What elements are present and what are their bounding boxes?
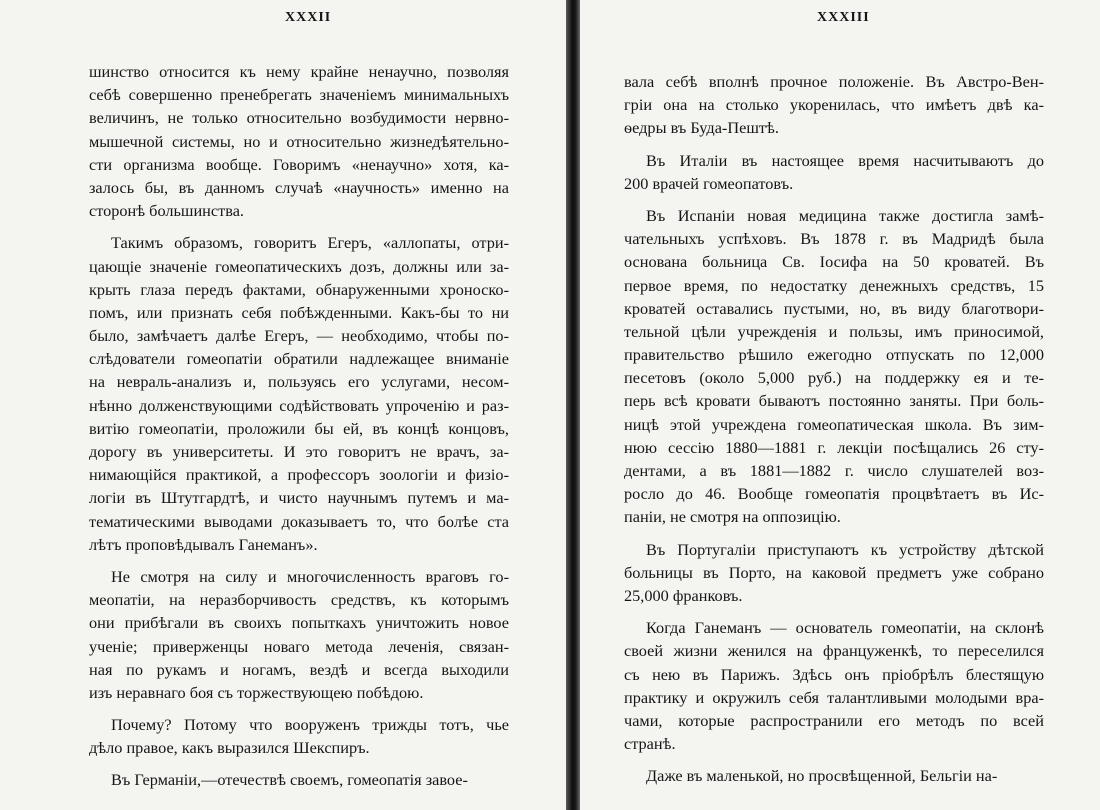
text-line: помъ, или признать себя побѣжденными. Какъ-бы то ни bbox=[89, 302, 509, 322]
text-line: витію гомеопатіи, проложили бы ей, въ концѣ концовъ, bbox=[89, 418, 509, 438]
page-text bbox=[624, 70, 1044, 787]
text-line: практику и окружилъ себя талантливыми молодыми вра- bbox=[624, 687, 1044, 707]
text-line: чами, которые распространили его методъ по всей bbox=[624, 710, 1044, 730]
text-line: изъ неравнаго боя съ торжествующею побѣдою. bbox=[89, 682, 424, 702]
text-line: Почему? Потому что вооруженъ трижды тотъ, чье bbox=[111, 715, 509, 735]
text-line: ная по рукамъ и ногамъ, вездѣ и всегда выходили bbox=[89, 659, 509, 679]
text-line: шинство относится къ нему крайне ненаучно, позволяя bbox=[89, 62, 509, 81]
text-line: слѣдователи гомеопатіи обратили надлежащее вниманіе bbox=[89, 349, 509, 369]
paragraph bbox=[624, 764, 1044, 787]
text-line: Въ Италіи въ настоящее время насчитываютъ до bbox=[646, 150, 1044, 170]
text-line: ѳедры въ Буда-Пештѣ. bbox=[624, 118, 779, 138]
text-line: съ нею въ Парижъ. Здѣсь онъ пріобрѣлъ блестящую bbox=[624, 664, 1044, 684]
paragraph-gap bbox=[89, 759, 509, 768]
text-line: песетовъ (около 5,000 руб.) на поддержку ея и те- bbox=[624, 368, 1044, 388]
page-text bbox=[89, 60, 509, 792]
text-line: залось бы, въ данномъ случаѣ «научность» именно на bbox=[89, 177, 509, 197]
paragraph-gap bbox=[624, 607, 1044, 616]
paragraph-gap bbox=[89, 704, 509, 713]
text-line: логіи въ Штутгардтѣ, и чисто научнымъ путемъ и ма- bbox=[89, 488, 509, 508]
text-line: дорогу въ университеты. И это говоритъ не врачъ, за- bbox=[89, 442, 509, 461]
text-line: цающіе значеніе гомеопатическихъ дозъ, должны или за- bbox=[89, 256, 509, 276]
text-line: Въ Португаліи приступаютъ къ устройству дѣтской bbox=[646, 539, 1044, 559]
book-gutter bbox=[566, 0, 580, 810]
text-line: странѣ. bbox=[624, 734, 676, 754]
paragraph bbox=[624, 538, 1044, 608]
paragraph-gap bbox=[89, 556, 509, 565]
text-line: основана больница Св. Іосифа на 50 кроватей. Въ bbox=[624, 252, 1044, 272]
text-line: крыть глаза передъ фактами, обнаруженными хроноско- bbox=[89, 279, 509, 299]
paragraph-gap bbox=[624, 529, 1044, 538]
text-line: лѣтъ проповѣдывалъ Ганеманъ». bbox=[89, 534, 318, 554]
text-line: Въ Испаніи новая медицина также достигла замѣ- bbox=[646, 205, 1044, 225]
text-line: первое время, по недостатку денежныхъ средствъ, 15 bbox=[624, 275, 1044, 295]
paragraph bbox=[89, 60, 509, 222]
paragraph-gap bbox=[89, 222, 509, 231]
page-number: XXXIII bbox=[817, 10, 870, 25]
text-line: больницы въ Порто, на каковой предметъ уже собрано bbox=[624, 562, 1044, 582]
text-line: кроватей оставались пустыми, но, въ виду благотвори- bbox=[624, 298, 1044, 318]
text-line: чательныхъ успѣховъ. Въ 1878 г. въ Мадридѣ была bbox=[624, 229, 1044, 249]
text-line: вала себѣ вполнѣ прочное положеніе. Въ Австро-Вен- bbox=[624, 72, 1044, 91]
text-line: величинъ, не только относительно возбудимости нервно- bbox=[89, 108, 509, 128]
text-line: дѣло правое, какъ выразился Шекспиръ. bbox=[89, 738, 370, 758]
text-line: Въ Германіи,—отечествѣ своемъ, гомеопатія завое- bbox=[111, 770, 468, 790]
text-line: сти организма вообще. Говоримъ «ненаучно» хотя, ка- bbox=[89, 154, 509, 174]
paragraph bbox=[624, 70, 1044, 140]
text-line: 200 врачей гомеопатовъ. bbox=[624, 173, 794, 193]
text-line: меопатіи, на неразборчивость средствъ, къ которымъ bbox=[89, 590, 509, 610]
paragraph-gap bbox=[624, 755, 1044, 764]
text-line: сторонѣ большинства. bbox=[89, 201, 245, 221]
text-line: тельной цѣли учрежденія и пользы, имъ приносимой, bbox=[624, 321, 1044, 341]
text-line: тематическими выводами доказываетъ то, что болѣе ста bbox=[89, 511, 509, 531]
text-line: правительство рѣшило ежегодно отпускать по 12,000 bbox=[624, 345, 1044, 365]
right-page bbox=[580, 0, 1100, 810]
text-line: нимающійся практикой, а профессоръ зоологіи и физіо- bbox=[89, 465, 509, 485]
text-line: мышечной системы, но и относительно жизнедѣятельно- bbox=[89, 131, 509, 151]
text-line: нюю сессію 1880—1881 г. лекціи посѣщались 26 сту- bbox=[624, 437, 1044, 457]
paragraph bbox=[624, 149, 1044, 195]
text-line: себѣ совершенно пренебрегать значеніемъ минимальныхъ bbox=[89, 85, 509, 105]
text-line: ницѣ этой учреждена гомеопатическая школа. Въ зим- bbox=[624, 414, 1044, 434]
paragraph bbox=[89, 713, 509, 759]
paragraph bbox=[624, 616, 1044, 755]
text-line: дентами, а въ 1881—1882 г. число слушателей воз- bbox=[624, 461, 1044, 480]
text-line: было, замѣчаетъ далѣе Егеръ, — необходимо, чтобы по- bbox=[89, 326, 509, 346]
text-line: Даже въ маленькой, но просвѣщенной, Бельгіи на- bbox=[646, 766, 998, 786]
text-line: росло до 46. Вообще гомеопатія процвѣтаетъ въ Ис- bbox=[624, 484, 1044, 504]
text-line: гріи она на столько укоренилась, что имѣетъ двѣ ка- bbox=[624, 95, 1044, 115]
page-number: XXXII bbox=[285, 10, 332, 25]
text-line: они прибѣгали въ своихъ попыткахъ уничтожить новое bbox=[89, 613, 509, 633]
text-line: Когда Ганеманъ — основатель гомеопатіи, на склонѣ bbox=[646, 618, 1044, 638]
paragraph bbox=[89, 565, 509, 704]
text-line: Не смотря на силу и многочисленность враговъ го- bbox=[111, 566, 509, 586]
text-line: своей жизни женился на француженкѣ, то переселился bbox=[624, 641, 1044, 661]
text-line: паніи, не смотря на оппозицію. bbox=[624, 507, 841, 527]
paragraph bbox=[624, 204, 1044, 529]
text-line: на невраль-анализъ и, пользуясь его услугами, несом- bbox=[89, 372, 509, 392]
text-line: ученіе; приверженцы новаго метода леченія, связан- bbox=[89, 636, 509, 656]
text-line: 25,000 франковъ. bbox=[624, 585, 743, 605]
paragraph bbox=[89, 768, 509, 791]
text-line: нѣнно долженствующими содѣйствовать упроченію и раз- bbox=[89, 395, 509, 415]
paragraph-gap bbox=[624, 140, 1044, 149]
paragraph bbox=[89, 231, 509, 556]
text-line: Такимъ образомъ, говоритъ Егеръ, «аллопаты, отри- bbox=[111, 233, 509, 253]
text-line: перь всѣ кровати бываютъ постоянно заняты. При боль- bbox=[624, 391, 1044, 411]
paragraph-gap bbox=[624, 195, 1044, 204]
